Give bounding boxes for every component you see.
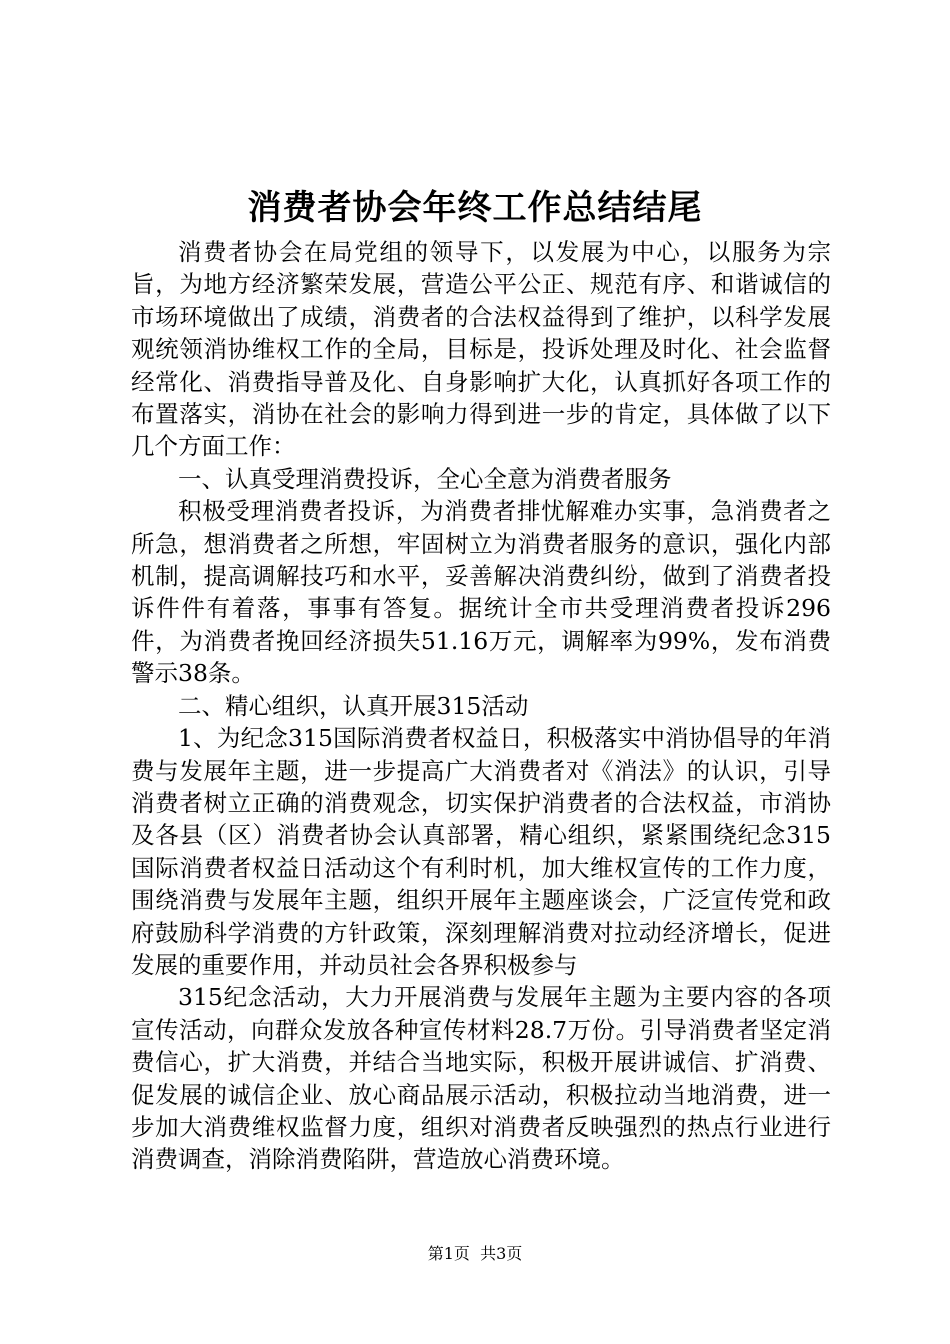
page-footer [0,1244,950,1264]
intro-paragraph: 消费者协会在局党组的领导下，以发展为中心，以服务为宗旨，为地方经济繁荣发展，营造公平公正、规范有序、和谐诚信的市场环境做出了成绩，消费者的合法权益得到了维护，以科学发展观统领消协维权工作的全局，目标是，投诉处理及时化、社会监督经常化、消费指导普及化、自身影响扩大化，认真抓好各项工作的布置落实，消协在社会的影响力得到进一步的肯定，具体做了以下几个方面工作： [131,238,831,461]
section-2-paragraph-1: 1、为纪念315国际消费者权益日，积极落实中消协倡导的年消费与发展年主题，进一步提高广大消费者对《消法》的认识，引导消费者树立正确的消费观念，切实保护消费者的合法权益，市消协及各县（区）消费者协会认真部署，精心组织，紧紧围绕纪念315国际消费者权益日活动这个有利时机，加大维权宣传的工作力度，围绕消费与发展年主题，组织开展年主题座谈会，广泛宣传党和政府鼓励科学消费的方针政策，深刻理解消费对拉动经济增长，促进发展的重要作用，并动员社会各界积极参与 [131,724,831,979]
section-1-paragraph: 积极受理消费者投诉，为消费者排忧解难办实事，急消费者之所急，想消费者之所想，牢固树立为消费者服务的意识，强化内部机制，提高调解技巧和水平，妥善解决消费纠纷，做到了消费者投诉件件有着落，事事有答复。据统计全市共受理消费者投诉296件，为消费者挽回经济损失51.16万元，调解率为99%，发布消费警示38条。 [131,497,831,688]
section-heading-1: 一、认真受理消费投诉，全心全意为消费者服务 [178,464,672,493]
section-heading-2: 二、精心组织，认真开展315活动 [178,691,529,720]
document-title: 消费者协会年终工作总结结尾 [247,188,703,228]
page-number: 第1页 [427,1244,470,1263]
document-body [131,236,831,1176]
page-total: 共3页 [480,1244,523,1263]
section-2-paragraph-2: 315纪念活动，大力开展消费与发展年主题为主要内容的各项宣传活动，向群众发放各种宣传材料28.7万份。引导消费者坚定消费信心，扩大消费，并结合当地实际，积极开展讲诚信、扩消费、促发展的诚信企业、放心商品展示活动，积极拉动当地消费，进一步加大消费维权监督力度，组织对消费者反映强烈的热点行业进行消费调查，消除消费陷阱，营造放心消费环境。 [131,983,831,1174]
